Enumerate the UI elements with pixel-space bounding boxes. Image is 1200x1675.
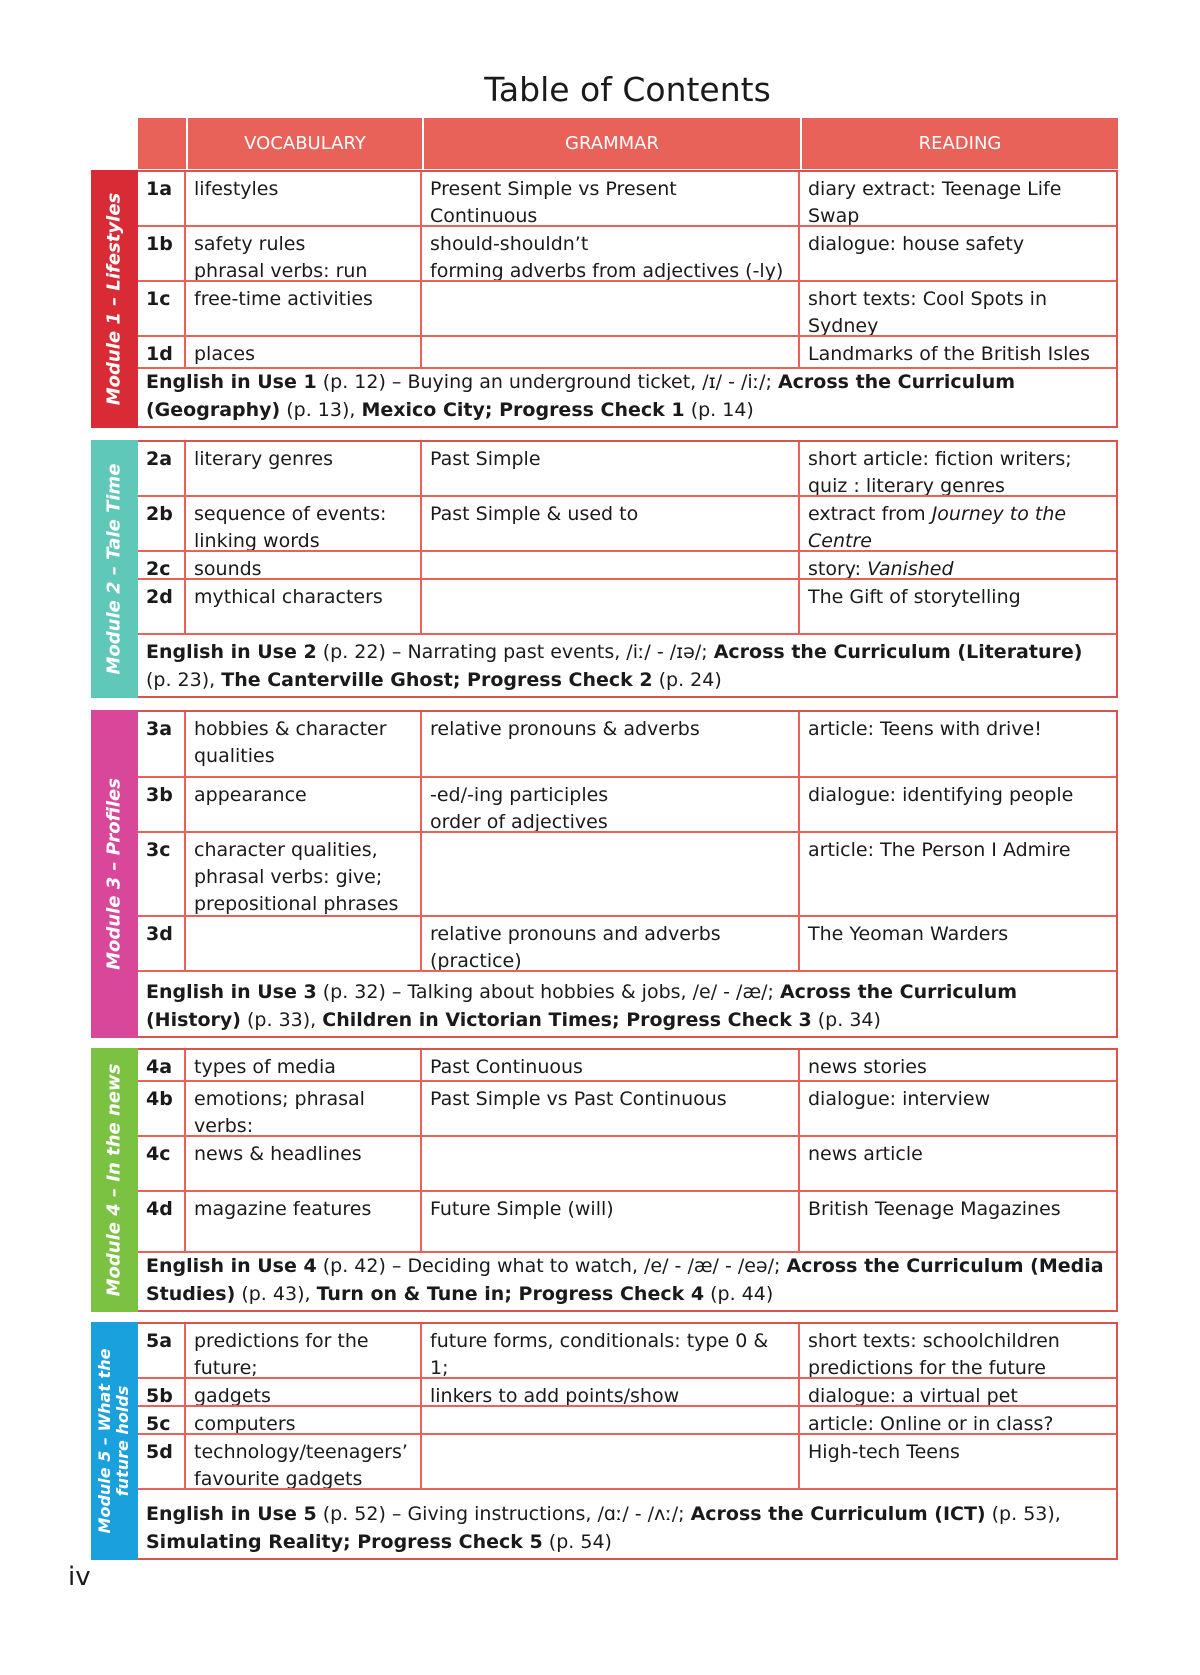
lesson-code: 3d [146, 923, 173, 945]
grammar-cell: should-shouldn’t forming adverbs from adjectives (-ly) [420, 227, 798, 280]
table-row [138, 497, 1116, 552]
reading-cell: article: Teens with drive! [798, 712, 1116, 776]
reading-cell: The Yeoman Warders [798, 917, 1116, 970]
grammar-cell: Past Simple [420, 442, 798, 495]
vocabulary-cell: emotions; phrasal verbs: [184, 1082, 420, 1135]
grammar-cell: Future Simple (will) [420, 1192, 798, 1251]
page-title: Table of Contents [484, 70, 771, 109]
grammar-cell [420, 1407, 798, 1433]
table-row [138, 552, 1116, 580]
module-summary: English in Use 5 (p. 52) – Giving instructions, /ɑː/ - /ʌː/; Across the Curriculum (ICT) (p. 53), Simulating Reality; Progress Check 5 (p. 54) [146, 1503, 1061, 1553]
reading-cell: story: Vanished [798, 552, 1116, 578]
module-5 [91, 1322, 1118, 1560]
grammar-cell: future forms, conditionals: type 0 & 1; [420, 1324, 798, 1377]
reading-cell: The Gift of storytelling [798, 580, 1116, 633]
table-row [138, 337, 1116, 369]
lesson-code: 2a [146, 448, 173, 470]
table-row [138, 1435, 1116, 1490]
module-1 [91, 170, 1118, 428]
vocabulary-cell: mythical characters [184, 580, 420, 633]
module-2-table [138, 440, 1118, 698]
table-row [138, 1082, 1116, 1137]
table-row [138, 1379, 1116, 1407]
module-2 [91, 440, 1118, 698]
grammar-cell: relative pronouns & adverbs [420, 712, 798, 776]
reading-cell: Landmarks of the British Isles [798, 337, 1116, 367]
module-3-band [91, 710, 138, 1038]
reading-cell: article: The Person I Admire [798, 833, 1116, 915]
vocabulary-cell: computers [184, 1407, 420, 1433]
lesson-code: 1a [146, 178, 173, 200]
grammar-cell: relative pronouns and adverbs (practice) [420, 917, 798, 970]
reading-cell: article: Online or in class? [798, 1407, 1116, 1433]
table-row [138, 1137, 1116, 1192]
lesson-code: 4b [146, 1088, 173, 1110]
vocabulary-cell: predictions for the future; [184, 1324, 420, 1377]
reading-cell: High-tech Teens [798, 1435, 1116, 1488]
reading-cell: short article: fiction writers; quiz : literary genres [798, 442, 1116, 495]
reading-cell: British Teenage Magazines [798, 1192, 1116, 1251]
lesson-code: 3c [146, 839, 171, 861]
table-row [138, 282, 1116, 337]
grammar-cell: Past Continuous [420, 1050, 798, 1080]
grammar-cell: Past Simple vs Past Continuous [420, 1082, 798, 1135]
reading-cell: short texts: schoolchildren predictions for the future [798, 1324, 1116, 1377]
vocabulary-cell: technology/teenagers’ favourite gadgets [184, 1435, 420, 1488]
vocabulary-cell: magazine features [184, 1192, 420, 1251]
header-code-col [138, 118, 186, 169]
table-row [138, 227, 1116, 282]
module-label: Module 1 – Lifestyles [103, 192, 125, 406]
lesson-code: 5d [146, 1441, 173, 1463]
lesson-code: 2b [146, 503, 173, 525]
module-5-band [91, 1322, 138, 1560]
vocabulary-cell: literary genres [184, 442, 420, 495]
lesson-code: 4d [146, 1198, 173, 1220]
grammar-cell [420, 337, 798, 367]
lesson-code: 5a [146, 1330, 173, 1352]
vocabulary-cell: sounds [184, 552, 420, 578]
table-row [138, 442, 1116, 497]
vocabulary-cell: lifestyles [184, 172, 420, 225]
reading-cell: dialogue: identifying people [798, 778, 1116, 831]
lesson-code: 2c [146, 558, 171, 578]
reading-cell: short texts: Cool Spots in Sydney [798, 282, 1116, 335]
lesson-code: 3b [146, 784, 173, 806]
grammar-cell [420, 282, 798, 335]
table-row [138, 1192, 1116, 1253]
grammar-cell [420, 552, 798, 578]
module-4-band [91, 1048, 138, 1312]
vocabulary-cell: hobbies & character qualities [184, 712, 420, 776]
module-label: Module 3 – Profiles [103, 778, 125, 970]
module-1-band [91, 170, 138, 428]
reading-cell: extract from Journey to the Centre [798, 497, 1116, 550]
table-row [138, 1407, 1116, 1435]
table-row [138, 712, 1116, 778]
reading-cell: dialogue: a virtual pet [798, 1379, 1116, 1405]
page-number: iv [68, 1562, 91, 1592]
lesson-code: 1d [146, 343, 173, 365]
grammar-cell: -ed/-ing participles order of adjectives [420, 778, 798, 831]
vocabulary-cell: character qualities, phrasal verbs: give; prepositional phrases [184, 833, 420, 915]
table-row [138, 917, 1116, 972]
lesson-code: 1c [146, 288, 171, 310]
reading-cell: dialogue: interview [798, 1082, 1116, 1135]
grammar-cell [420, 1435, 798, 1488]
reading-cell: news article [798, 1137, 1116, 1190]
vocabulary-cell: news & headlines [184, 1137, 420, 1190]
vocabulary-cell: appearance [184, 778, 420, 831]
module-summary: English in Use 1 (p. 12) – Buying an underground ticket, /ɪ/ - /iː/; Across the Curriculum (Geography) (p. 13), Mexico City; Progress Check 1 (p. 14) [146, 371, 1016, 421]
module-label: Module 2 – Tale Time [103, 463, 125, 675]
table-row [138, 778, 1116, 833]
vocabulary-cell: sequence of events: linking words [184, 497, 420, 550]
module-5-table [138, 1322, 1118, 1560]
header-grammar: GRAMMAR [422, 118, 800, 169]
table-row [138, 1050, 1116, 1082]
table-row [138, 580, 1116, 635]
lesson-code: 3a [146, 718, 173, 740]
grammar-cell: Present Simple vs Present Continuous [420, 172, 798, 225]
header-vocabulary: VOCABULARY [186, 118, 422, 169]
module-summary: English in Use 4 (p. 42) – Deciding what to watch, /e/ - /æ/ - /eə/; Across the Curriculum (Media Studies) (p. 43), Turn on & Tune in; Progress Check 4 (p. 44) [146, 1255, 1104, 1305]
lesson-code: 4c [146, 1143, 171, 1165]
reading-cell: news stories [798, 1050, 1116, 1080]
module-2-band [91, 440, 138, 698]
grammar-cell [420, 833, 798, 915]
vocabulary-cell [184, 917, 420, 970]
lesson-code: 2d [146, 586, 173, 608]
lesson-code: 4a [146, 1056, 173, 1078]
table-row [138, 1324, 1116, 1379]
header-reading: READING [800, 118, 1118, 169]
lesson-code: 5b [146, 1385, 173, 1405]
table-row [138, 833, 1116, 917]
grammar-cell: linkers to add points/show [420, 1379, 798, 1405]
module-3 [91, 710, 1118, 1038]
module-summary: English in Use 2 (p. 22) – Narrating past events, /iː/ - /ɪə/; Across the Curriculum (Literature) (p. 23), The Canterville Ghost; Progress Check 2 (p. 24) [146, 641, 1083, 691]
vocabulary-cell: safety rules phrasal verbs: run [184, 227, 420, 280]
module-3-table [138, 710, 1118, 1038]
reading-cell: dialogue: house safety [798, 227, 1116, 280]
grammar-cell [420, 1137, 798, 1190]
vocabulary-cell: places [184, 337, 420, 367]
table-row [138, 172, 1116, 227]
module-4 [91, 1048, 1118, 1312]
reading-cell: diary extract: Teenage Life Swap [798, 172, 1116, 225]
vocabulary-cell: types of media [184, 1050, 420, 1080]
vocabulary-cell: gadgets [184, 1379, 420, 1405]
grammar-cell: Past Simple & used to [420, 497, 798, 550]
vocabulary-cell: free-time activities [184, 282, 420, 335]
lesson-code: 1b [146, 233, 173, 255]
module-label: Module 4 – In the news [103, 1063, 125, 1297]
lesson-code: 5c [146, 1413, 171, 1433]
table-header [138, 118, 1118, 169]
grammar-cell [420, 580, 798, 633]
module-1-table [138, 170, 1118, 428]
module-summary: English in Use 3 (p. 32) – Talking about hobbies & jobs, /e/ - /æ/; Across the Curriculum (History) (p. 33), Children in Victorian Times; Progress Check 3 (p. 34) [146, 981, 1018, 1031]
module-4-table [138, 1048, 1118, 1312]
module-label: Module 5 – What the future holds [95, 1348, 132, 1534]
